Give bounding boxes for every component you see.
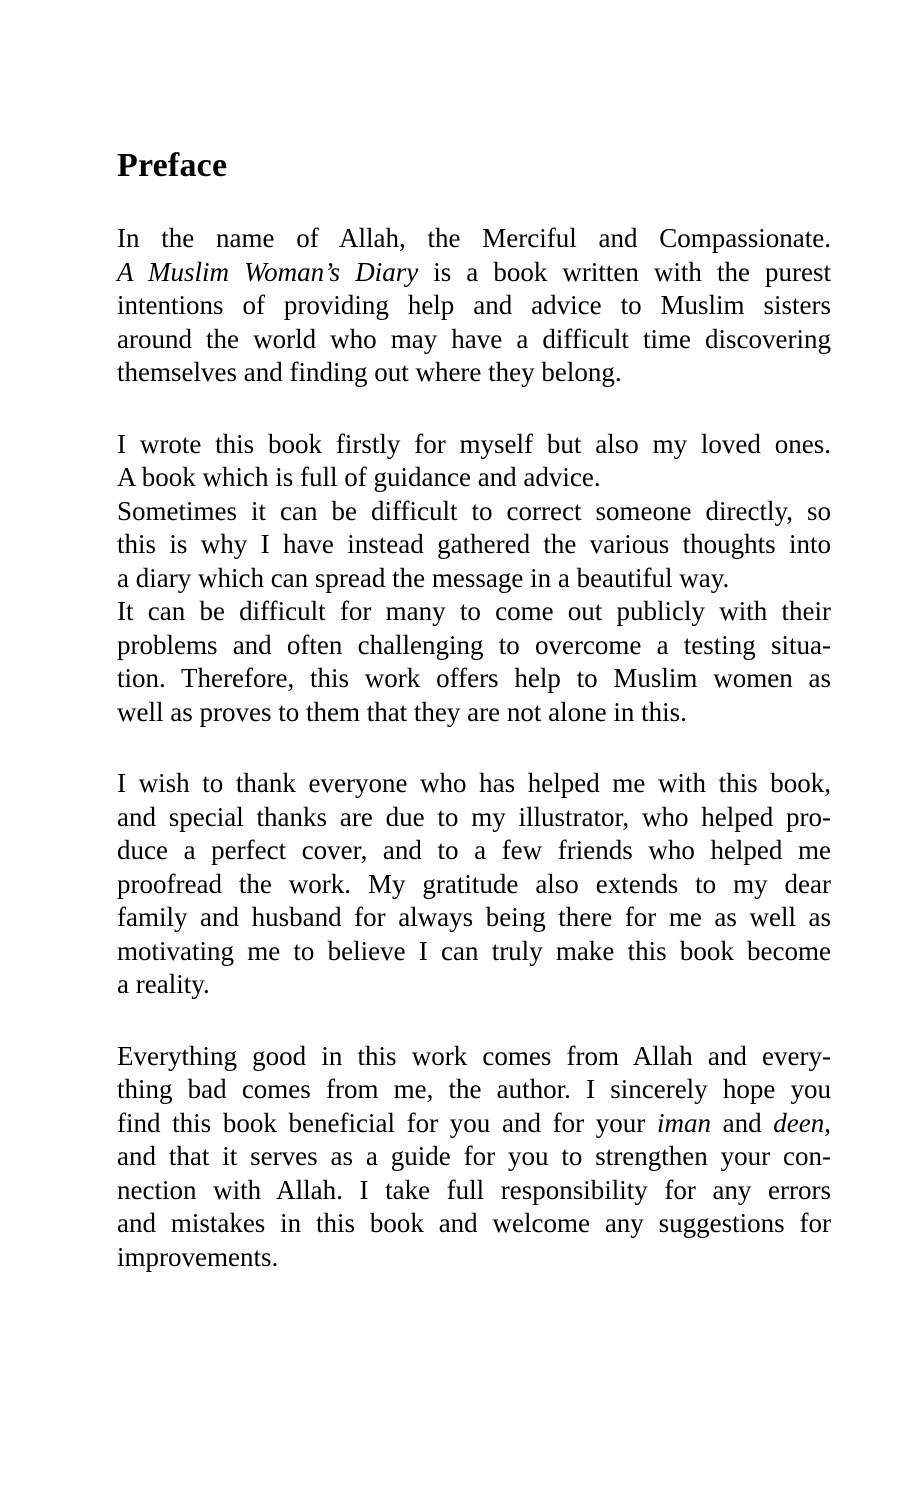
text-segment: around the world who may have a difficult time discovering — [117, 323, 831, 354]
text-segment: I wish to thank everyone who has helped me with this book, — [117, 768, 831, 798]
text-line — [117, 356, 831, 390]
text-line — [117, 662, 831, 696]
italic-text-segment: iman — [656, 1107, 711, 1138]
text-line — [117, 935, 831, 969]
text-line — [117, 256, 831, 290]
text-segment: and that it serves as a guide for you to strengthen your con- — [117, 1141, 831, 1171]
text-line — [117, 767, 831, 801]
text-line — [117, 1073, 831, 1107]
text-segment: , — [824, 1107, 832, 1138]
page-title: Preface — [117, 147, 228, 184]
text-segment: Everything good in this work comes from Allah and every- — [117, 1040, 831, 1071]
text-segment: It can be difficult for many to come out publicly with their — [117, 596, 831, 626]
text-segment: this is why I have instead gathered the various thoughts into — [117, 529, 831, 559]
text-segment: a diary which can spread the message in a beautiful way. — [117, 562, 730, 593]
text-line — [117, 901, 831, 935]
text-segment: duce a perfect cover, and to a few friends who helped me — [117, 835, 831, 865]
text-line — [117, 428, 831, 462]
text-line — [117, 1207, 831, 1241]
preface-paragraphs — [117, 222, 831, 1274]
text-segment: I wrote this book firstly for myself but also my loved ones. — [117, 428, 831, 459]
text-line — [117, 461, 831, 495]
text-line — [117, 595, 831, 629]
text-line — [117, 562, 831, 596]
text-line — [117, 629, 831, 663]
text-line — [117, 1174, 831, 1208]
page-content — [117, 148, 831, 1274]
paragraph — [117, 767, 831, 1002]
text-line — [117, 1040, 831, 1074]
text-line — [117, 834, 831, 868]
text-segment: intentions of providing help and advice to Muslim sisters — [117, 290, 831, 320]
italic-text-segment: deen — [773, 1107, 825, 1138]
text-segment: problems and often challenging to overcome a testing situa- — [117, 629, 831, 660]
text-segment: and mistakes in this book and welcome any suggestions for — [117, 1208, 831, 1238]
text-segment: and — [710, 1107, 774, 1138]
text-segment: nection with Allah. I take full responsibility for any errors — [117, 1174, 831, 1205]
text-line — [117, 222, 831, 256]
text-segment: a reality. — [117, 969, 210, 999]
text-line — [117, 528, 831, 562]
text-line — [117, 801, 831, 835]
text-line — [117, 1107, 831, 1141]
text-line — [117, 868, 831, 902]
text-segment: family and husband for always being there for me as well as — [117, 902, 831, 932]
text-segment: and special thanks are due to my illustrator, who helped pro- — [117, 801, 831, 832]
text-line — [117, 495, 831, 529]
text-segment: is a book written with the purest — [418, 256, 831, 287]
paragraph — [117, 1040, 831, 1275]
paragraph — [117, 428, 831, 730]
text-segment: A book which is full of guidance and advice. — [117, 462, 601, 492]
text-segment: find this book beneficial for you and for your — [117, 1107, 657, 1138]
text-segment: tion. Therefore, this work offers help to Muslim women as — [117, 663, 831, 693]
text-segment: themselves and finding out where they belong. — [117, 357, 622, 387]
text-line — [117, 968, 831, 1002]
italic-text-segment: A Muslim Woman’s Diary — [117, 256, 419, 287]
text-segment: motivating me to believe I can truly make this book become — [117, 935, 831, 966]
text-segment: Sometimes it can be difficult to correct someone directly, so — [117, 495, 831, 526]
text-segment: In the name of Allah, the Merciful and Compassionate. — [117, 223, 831, 253]
text-line — [117, 1140, 831, 1174]
text-line — [117, 696, 831, 730]
text-segment: thing bad comes from me, the author. I sincerely hope you — [117, 1074, 831, 1104]
text-line — [117, 323, 831, 357]
text-line — [117, 289, 831, 323]
text-segment: improvements. — [117, 1241, 279, 1272]
paragraph — [117, 222, 831, 390]
text-line — [117, 1241, 831, 1275]
text-segment: well as proves to them that they are not alone in this. — [117, 696, 687, 727]
text-segment: proofread the work. My gratitude also extends to my dear — [117, 868, 831, 899]
